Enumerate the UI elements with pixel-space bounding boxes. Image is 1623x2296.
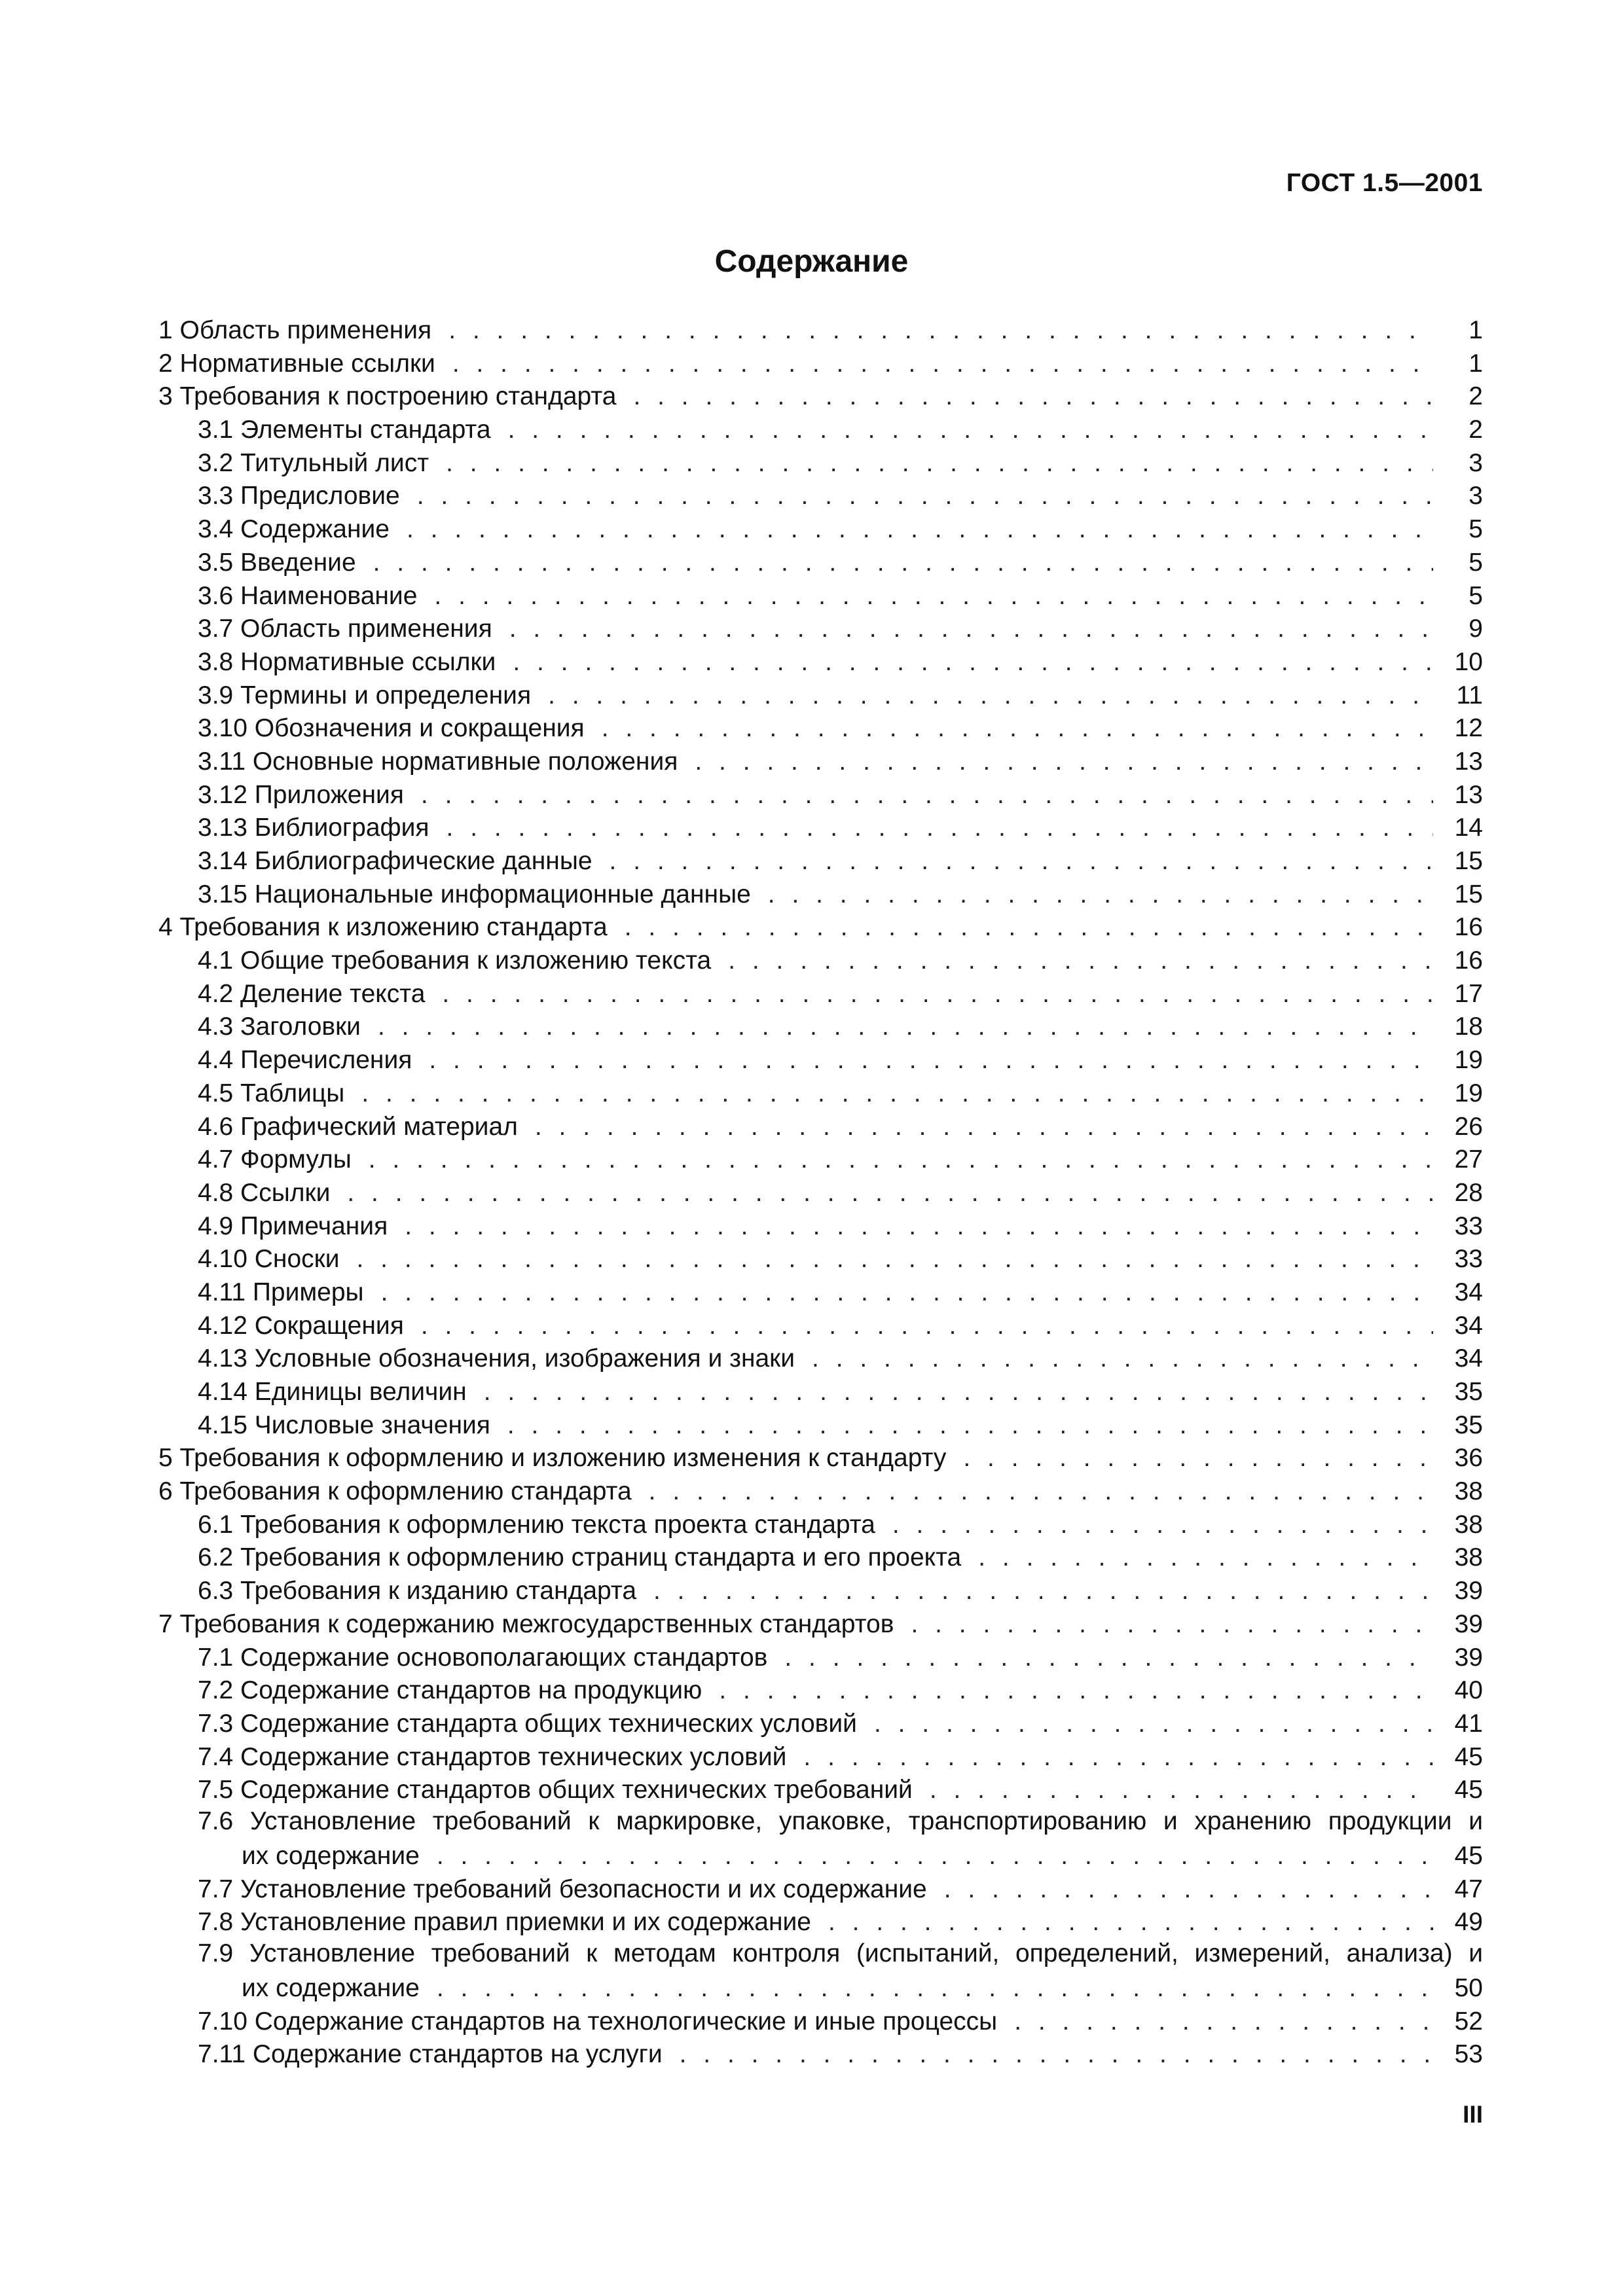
toc-entry-title: 4.9 Примечания bbox=[198, 1211, 388, 1240]
toc-entry-page: 52 bbox=[1454, 2007, 1483, 2036]
dot-leader bbox=[507, 1409, 1433, 1443]
toc-entry bbox=[158, 679, 1483, 713]
toc-entry bbox=[158, 1111, 1483, 1144]
dot-leader bbox=[728, 944, 1433, 978]
toc-entry bbox=[158, 1608, 1483, 1641]
dot-leader bbox=[944, 1873, 1433, 1907]
toc-entry-title: 1 Область применения bbox=[158, 316, 432, 344]
toc-entry-page: 3 bbox=[1468, 448, 1483, 477]
toc-entry-title: 7.10 Содержание стандартов на технологические и иные процессы bbox=[198, 2007, 998, 2036]
toc-entry-title: 3.1 Элементы стандарта bbox=[198, 416, 491, 444]
toc-entry-title: 7.7 Установление требований безопасности и их содержание bbox=[198, 1874, 927, 1903]
toc-entry-page: 35 bbox=[1454, 1410, 1483, 1439]
toc-entry-title: 7.11 Содержание стандартов на услуги bbox=[198, 2040, 663, 2069]
toc-entry-title: 3.14 Библиографические данные bbox=[198, 847, 593, 875]
dot-leader bbox=[361, 1077, 1433, 1111]
dot-leader bbox=[407, 513, 1433, 547]
toc-entry bbox=[158, 1077, 1483, 1111]
toc-entry-page: 17 bbox=[1454, 979, 1483, 1008]
toc-entry bbox=[158, 1243, 1483, 1276]
toc-entry-title: 4.14 Единицы величин bbox=[198, 1378, 467, 1406]
toc-entry-page: 50 bbox=[1454, 1974, 1483, 2002]
toc-entry-page: 27 bbox=[1454, 1145, 1483, 1174]
toc-entry bbox=[158, 712, 1483, 745]
toc-entry-page: 39 bbox=[1454, 1643, 1483, 1672]
toc-entry-title: 4.10 Сноски bbox=[198, 1245, 340, 1274]
toc-entry-page: 39 bbox=[1454, 1609, 1483, 1638]
toc-entry-title: 7.2 Содержание стандартов на продукцию bbox=[198, 1676, 702, 1705]
toc-entry-page: 5 bbox=[1468, 548, 1483, 577]
dot-leader bbox=[930, 1774, 1433, 1807]
toc-entry bbox=[158, 447, 1483, 480]
dot-leader bbox=[828, 1906, 1433, 1939]
toc-entry-title: 2 Нормативные ссылки bbox=[158, 349, 435, 378]
toc-entry-title: 7.1 Содержание основополагающих стандартов bbox=[198, 1643, 768, 1672]
toc-entry-title: 4.2 Деление текста bbox=[198, 979, 426, 1008]
toc-entry-page: 28 bbox=[1454, 1178, 1483, 1207]
dot-leader bbox=[513, 646, 1433, 679]
dot-leader bbox=[535, 1111, 1433, 1144]
toc-entry-title: 7.5 Содержание стандартов общих технических требований bbox=[198, 1776, 913, 1804]
toc-entry bbox=[158, 480, 1483, 513]
dot-leader bbox=[892, 1509, 1433, 1542]
toc-entry bbox=[158, 1972, 1483, 2005]
dot-leader bbox=[633, 380, 1433, 414]
toc-entry-title: 3.8 Нормативные ссылки bbox=[198, 647, 496, 676]
toc-entry-page: 41 bbox=[1454, 1709, 1483, 1738]
toc-entry-page: 5 bbox=[1468, 581, 1483, 610]
page-title: Содержание bbox=[714, 244, 909, 279]
toc-entry-title: 4.1 Общие требования к изложению текста bbox=[198, 946, 712, 975]
dot-leader bbox=[378, 1011, 1433, 1044]
toc-entry bbox=[158, 580, 1483, 613]
toc-entry-title: 4.15 Числовые значения bbox=[198, 1410, 490, 1439]
toc-entry-page: 15 bbox=[1454, 880, 1483, 908]
dot-leader bbox=[369, 1143, 1433, 1177]
toc-entry-title: 4.3 Заголовки bbox=[198, 1013, 361, 1041]
toc-entry bbox=[158, 380, 1483, 414]
toc-entry-page: 38 bbox=[1454, 1510, 1483, 1539]
toc-entry-title: 3.5 Введение bbox=[198, 548, 356, 577]
toc-entry-title: 4.8 Ссылки bbox=[198, 1178, 331, 1207]
toc-entry bbox=[158, 812, 1483, 845]
toc-entry bbox=[158, 878, 1483, 912]
toc-entry-title: 7 Требования к содержанию межгосударственных стандартов bbox=[158, 1609, 894, 1638]
dot-leader bbox=[437, 1840, 1433, 1873]
toc-entry-page: 40 bbox=[1454, 1676, 1483, 1705]
toc-entry bbox=[158, 1840, 1483, 1873]
toc-entry bbox=[158, 1376, 1483, 1409]
dot-leader bbox=[610, 845, 1433, 878]
toc-entry-title: 5 Требования к оформлению и изложению изменения к стандарту bbox=[158, 1444, 947, 1473]
dot-leader bbox=[421, 779, 1433, 812]
toc-entry-page: 45 bbox=[1454, 1776, 1483, 1804]
toc-entry bbox=[158, 1442, 1483, 1475]
toc-entry-page: 18 bbox=[1454, 1013, 1483, 1041]
toc-entry bbox=[158, 1541, 1483, 1575]
dot-leader bbox=[381, 1276, 1433, 1310]
dot-leader bbox=[625, 911, 1433, 944]
toc-entry-title: 4.11 Примеры bbox=[198, 1278, 364, 1306]
toc-entry-page: 19 bbox=[1454, 1079, 1483, 1107]
toc-entry-title: 7.8 Установление правил приемки и их содержание bbox=[198, 1908, 811, 1937]
toc-entry-page: 15 bbox=[1454, 847, 1483, 875]
toc-entry bbox=[158, 1939, 1483, 1972]
toc-entry-title: 3.15 Национальные информационные данные bbox=[198, 880, 751, 908]
dot-leader bbox=[347, 1177, 1433, 1210]
dot-leader bbox=[405, 1210, 1433, 1244]
toc-entry-page: 19 bbox=[1454, 1046, 1483, 1075]
dot-leader bbox=[680, 2038, 1433, 2072]
toc-entry-page: 3 bbox=[1468, 482, 1483, 511]
dot-leader bbox=[447, 812, 1433, 845]
toc-entry-title: 4.4 Перечисления bbox=[198, 1046, 412, 1075]
toc-entry bbox=[158, 547, 1483, 580]
toc-entry-page: 14 bbox=[1454, 814, 1483, 842]
toc-entry-title: 4.6 Графический материал bbox=[198, 1112, 518, 1141]
toc-entry-page: 1 bbox=[1468, 316, 1483, 344]
toc-entry bbox=[158, 1409, 1483, 1443]
toc-entry bbox=[158, 1011, 1483, 1044]
toc-entry bbox=[158, 1143, 1483, 1177]
toc-entry-title: 6.3 Требования к изданию стандарта bbox=[198, 1577, 637, 1605]
page-number: III bbox=[1463, 2101, 1483, 2128]
toc-entry-page: 47 bbox=[1454, 1874, 1483, 1903]
toc-entry-title: их содержание bbox=[242, 1974, 420, 2002]
toc-entry-page: 26 bbox=[1454, 1112, 1483, 1141]
toc-entry-page: 36 bbox=[1454, 1444, 1483, 1473]
dot-leader bbox=[446, 447, 1433, 480]
dot-leader bbox=[978, 1541, 1433, 1575]
dot-leader bbox=[356, 1243, 1433, 1276]
dot-leader bbox=[442, 978, 1433, 1011]
toc-entry-page: 38 bbox=[1454, 1477, 1483, 1506]
toc-entry-page: 13 bbox=[1454, 747, 1483, 776]
toc-entry-title: 4.7 Формулы bbox=[198, 1145, 352, 1174]
toc-entry bbox=[158, 845, 1483, 878]
toc-entry bbox=[158, 2038, 1483, 2072]
dot-leader bbox=[448, 314, 1433, 348]
dot-leader bbox=[803, 1741, 1433, 1774]
toc-entry-title: их содержание bbox=[242, 1841, 420, 1870]
dot-leader bbox=[695, 745, 1433, 779]
toc-entry-title: 3.7 Область применения bbox=[198, 615, 492, 643]
toc-entry bbox=[158, 1310, 1483, 1343]
toc-entry-title: 3.9 Термины и определения bbox=[198, 681, 532, 709]
toc-entry bbox=[158, 911, 1483, 944]
toc-entry-page: 16 bbox=[1454, 946, 1483, 975]
toc-entry-page: 45 bbox=[1454, 1742, 1483, 1771]
toc-entry-title: 6 Требования к оформлению стандарта bbox=[158, 1477, 632, 1506]
table-of-contents bbox=[158, 314, 1483, 2072]
toc-entry bbox=[158, 1044, 1483, 1077]
toc-entry bbox=[158, 1873, 1483, 1907]
dot-leader bbox=[452, 348, 1433, 381]
toc-entry-page: 1 bbox=[1468, 349, 1483, 378]
dot-leader bbox=[602, 712, 1433, 745]
dot-leader bbox=[719, 1674, 1433, 1708]
toc-entry-title: 3.2 Титульный лист bbox=[198, 448, 429, 477]
toc-entry bbox=[158, 646, 1483, 679]
toc-entry-title: 3.10 Обозначения и сокращения bbox=[198, 714, 585, 743]
dot-leader bbox=[768, 878, 1433, 912]
dot-leader bbox=[434, 580, 1433, 613]
dot-leader bbox=[1014, 2005, 1433, 2039]
toc-entry bbox=[158, 1177, 1483, 1210]
toc-entry-title: 4.12 Сокращения bbox=[198, 1311, 404, 1340]
toc-entry-page: 16 bbox=[1454, 913, 1483, 942]
toc-entry bbox=[158, 414, 1483, 447]
toc-entry-title: 7.6 Установление требований к маркировке, упаковке, транспортированию и хранению продукции и bbox=[198, 1806, 1483, 1835]
toc-entry bbox=[158, 978, 1483, 1011]
toc-entry bbox=[158, 1509, 1483, 1542]
dot-leader bbox=[508, 414, 1433, 447]
toc-entry-page: 11 bbox=[1456, 681, 1483, 709]
toc-entry bbox=[158, 348, 1483, 381]
dot-leader bbox=[421, 1310, 1433, 1343]
toc-entry-page: 34 bbox=[1454, 1311, 1483, 1340]
toc-entry-title: 3.4 Содержание bbox=[198, 515, 390, 544]
toc-entry bbox=[158, 1807, 1483, 1840]
toc-entry-page: 34 bbox=[1454, 1278, 1483, 1306]
document-code: ГОСТ 1.5—2001 bbox=[1286, 169, 1483, 197]
dot-leader bbox=[911, 1608, 1433, 1641]
dot-leader bbox=[784, 1641, 1433, 1675]
dot-leader bbox=[963, 1442, 1433, 1475]
dot-leader bbox=[548, 679, 1433, 713]
toc-entry bbox=[158, 513, 1483, 547]
toc-entry-page: 39 bbox=[1454, 1577, 1483, 1605]
toc-entry-title: 3.13 Библиография bbox=[198, 814, 429, 842]
toc-entry-page: 33 bbox=[1454, 1211, 1483, 1240]
toc-entry bbox=[158, 1575, 1483, 1608]
toc-entry-title: 3 Требования к построению стандарта bbox=[158, 382, 617, 411]
toc-entry-page: 5 bbox=[1468, 515, 1483, 544]
toc-entry bbox=[158, 1210, 1483, 1244]
toc-entry-page: 35 bbox=[1454, 1378, 1483, 1406]
toc-entry bbox=[158, 1774, 1483, 1807]
toc-entry-title: 7.4 Содержание стандартов технических условий bbox=[198, 1742, 787, 1771]
dot-leader bbox=[429, 1044, 1433, 1077]
toc-entry-page: 10 bbox=[1454, 647, 1483, 676]
toc-entry-title: 4.5 Таблицы bbox=[198, 1079, 345, 1107]
toc-entry-page: 34 bbox=[1454, 1344, 1483, 1373]
toc-entry bbox=[158, 1641, 1483, 1675]
toc-entry bbox=[158, 613, 1483, 646]
toc-entry-title: 6.2 Требования к оформлению страниц стандарта и его проекта bbox=[198, 1543, 962, 1572]
toc-entry-title: 3.6 Наименование bbox=[198, 581, 418, 610]
toc-entry-title: 4 Требования к изложению стандарта bbox=[158, 913, 608, 942]
toc-entry-title: 3.11 Основные нормативные положения bbox=[198, 747, 678, 776]
toc-entry-page: 45 bbox=[1454, 1841, 1483, 1870]
dot-leader bbox=[417, 480, 1433, 513]
toc-entry bbox=[158, 1276, 1483, 1310]
toc-entry-page: 13 bbox=[1454, 780, 1483, 809]
toc-entry bbox=[158, 1674, 1483, 1708]
dot-leader bbox=[874, 1708, 1433, 1741]
dot-leader bbox=[373, 547, 1433, 580]
toc-entry bbox=[158, 2005, 1483, 2039]
toc-entry-title: 7.3 Содержание стандарта общих технических условий bbox=[198, 1709, 857, 1738]
toc-entry bbox=[158, 1741, 1483, 1774]
dot-leader bbox=[484, 1376, 1433, 1409]
toc-entry-title: 3.3 Предисловие bbox=[198, 482, 400, 511]
toc-entry-page: 9 bbox=[1468, 615, 1483, 643]
toc-entry-page: 12 bbox=[1454, 714, 1483, 743]
toc-entry-page: 53 bbox=[1454, 2040, 1483, 2069]
toc-entry bbox=[158, 1475, 1483, 1509]
toc-entry-title: 7.9 Установление требований к методам контроля (испытаний, определений, измерений, анализа) и bbox=[198, 1939, 1483, 1967]
toc-entry bbox=[158, 314, 1483, 348]
dot-leader bbox=[509, 613, 1433, 646]
toc-entry-page: 2 bbox=[1468, 416, 1483, 444]
toc-entry-page: 49 bbox=[1454, 1908, 1483, 1937]
toc-entry bbox=[158, 1906, 1483, 1939]
dot-leader bbox=[653, 1575, 1433, 1608]
dot-leader bbox=[649, 1475, 1433, 1509]
toc-entry-page: 2 bbox=[1468, 382, 1483, 411]
toc-entry-page: 38 bbox=[1454, 1543, 1483, 1572]
toc-entry bbox=[158, 944, 1483, 978]
toc-entry-title: 6.1 Требования к оформлению текста проекта стандарта bbox=[198, 1510, 875, 1539]
toc-entry bbox=[158, 779, 1483, 812]
toc-entry bbox=[158, 745, 1483, 779]
dot-leader bbox=[437, 1972, 1433, 2005]
toc-entry bbox=[158, 1342, 1483, 1376]
dot-leader bbox=[812, 1342, 1433, 1376]
toc-entry bbox=[158, 1708, 1483, 1741]
toc-entry-title: 3.12 Приложения bbox=[198, 780, 404, 809]
toc-entry-page: 33 bbox=[1454, 1245, 1483, 1274]
toc-entry-title: 4.13 Условные обозначения, изображения и знаки bbox=[198, 1344, 795, 1373]
